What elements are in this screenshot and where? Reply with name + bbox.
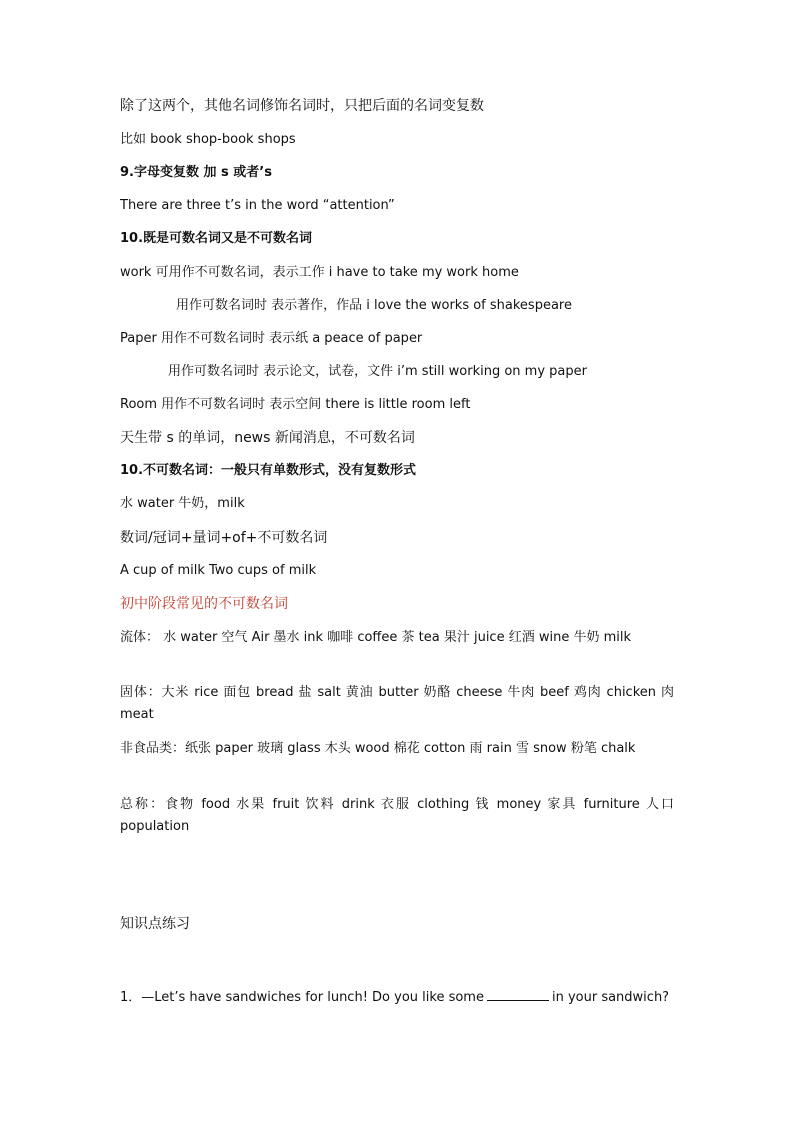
text-line: 用作可数名词时 表示论文，试卷，文件 i’m still working on my paper <box>168 364 587 379</box>
section-heading: 10.不可数名词：一般只有单数形式，没有复数形式 <box>120 463 417 478</box>
paragraph: 非食品类：纸张 paper 玻璃 glass 木头 wood 棉花 cotton 雨 rain 雪 snow 粉笔 chalk <box>120 741 636 756</box>
section-heading: 10.既是可数名词又是不可数名词 <box>120 231 313 246</box>
text-line: There are three t’s in the word “attention” <box>120 198 395 213</box>
text-line: 水 water 牛奶，milk <box>120 496 245 511</box>
text-line: 用作可数名词时 表示著作，作品 i love the works of shakespeare <box>176 298 572 313</box>
practice-heading: 知识点练习 <box>120 916 190 932</box>
section-heading: 9.字母变复数 加 s 或者’s <box>120 165 272 180</box>
text-line: 天生带 s 的单词，news 新闻消息，不可数名词 <box>120 430 415 446</box>
text-line: 除了这两个，其他名词修饰名词时，只把后面的名词变复数 <box>120 98 484 114</box>
paragraph: 固体：大米 rice 面包 bread 盐 salt 黄油 butter 奶酪 cheese 牛肉 beef 鸡肉 chicken 肉 meat <box>120 685 674 722</box>
question-text: in your sandwich? <box>551 990 670 1005</box>
text-line: Room 用作不可数名词时 表示空间 there is little room left <box>120 397 471 412</box>
text-line: 数词/冠词+量词+of+不可数名词 <box>120 530 328 546</box>
text-line: A cup of milk Two cups of milk <box>120 563 317 578</box>
answer-blank[interactable] <box>487 986 549 1001</box>
paragraph: 总称：食物 food 水果 fruit 饮料 drink 衣服 clothing 钱 money 家具 furniture 人口 population <box>120 797 674 834</box>
text-line: work 可用作不可数名词，表示工作 i have to take my work home <box>120 265 519 280</box>
text-line: Paper 用作不可数名词时 表示纸 a peace of paper <box>120 331 423 346</box>
question-text: 1．—Let’s have sandwiches for lunch! Do you like some <box>120 990 484 1005</box>
paragraph: 流体： 水 water 空气 Air 墨水 ink 咖啡 coffee 茶 tea 果汁 juice 红酒 wine 牛奶 milk <box>120 630 632 645</box>
highlight-heading: 初中阶段常见的不可数名词 <box>120 596 288 612</box>
question-1 <box>120 986 669 1008</box>
text-line: 比如 book shop-book shops <box>120 132 296 147</box>
